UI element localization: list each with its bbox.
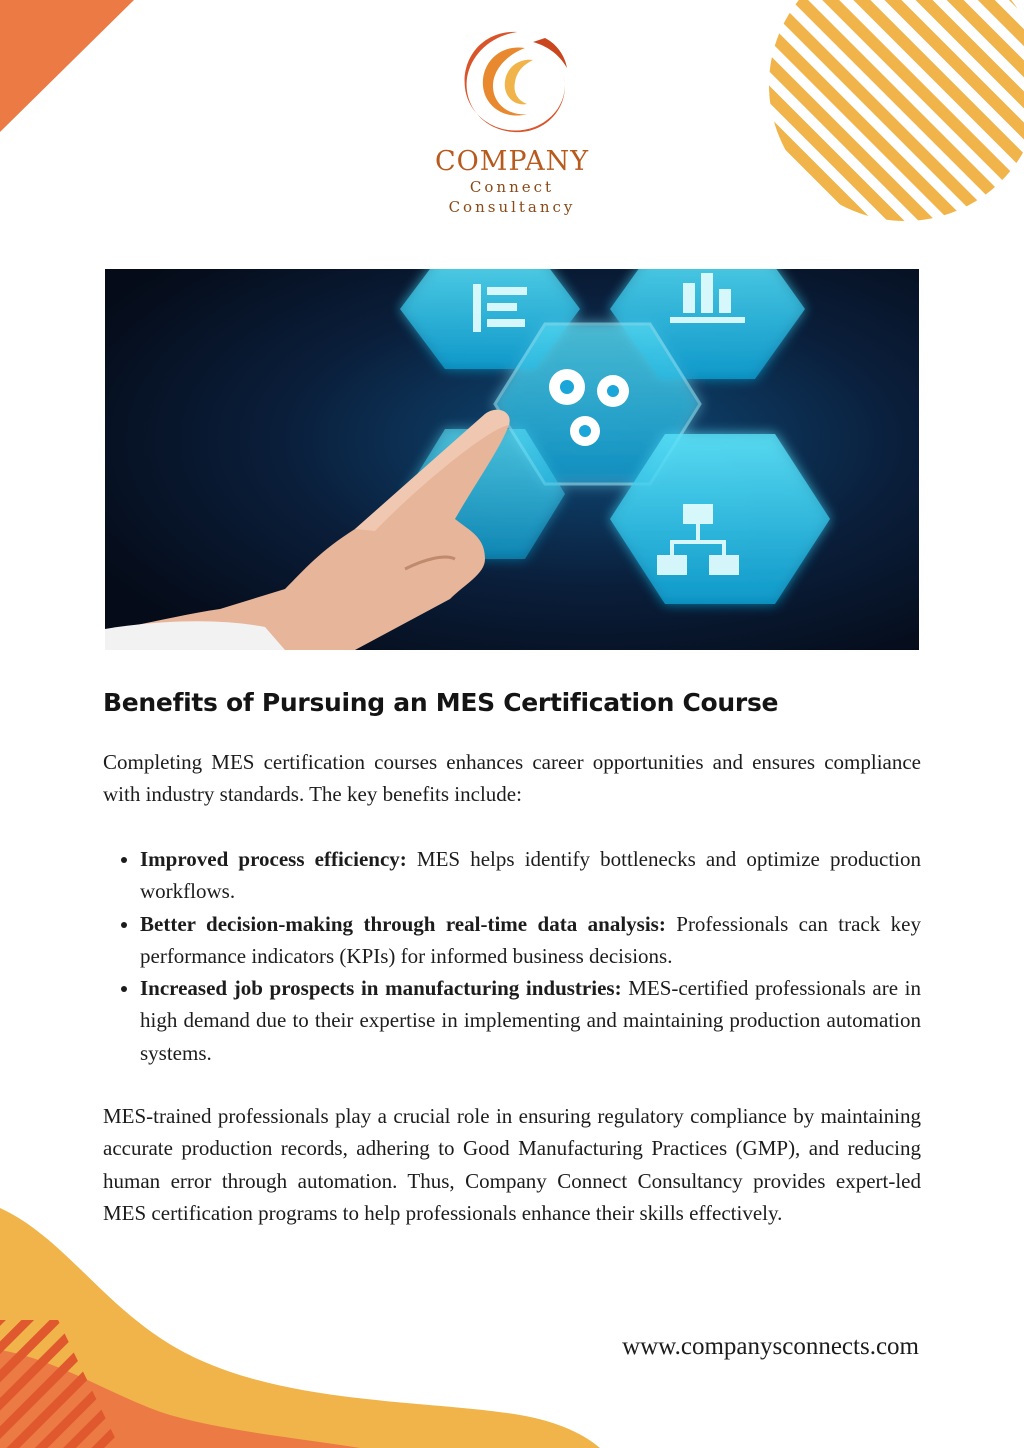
company-logo <box>0 20 1024 217</box>
list-item <box>140 972 921 1069</box>
page-title: Benefits of Pursuing an MES Certification Course <box>103 688 779 717</box>
benefit-text: MES helps identify bottlenecks and optimize production workflows. <box>140 847 921 904</box>
bottom-wave-decoration <box>0 1200 600 1448</box>
hero-image <box>105 269 919 650</box>
benefits-list <box>103 843 921 1069</box>
list-item <box>140 843 921 908</box>
benefit-text: Professionals can track key performance indicators (KPIs) for informed business decisions. <box>140 911 921 968</box>
list-item <box>140 908 921 973</box>
benefit-term: Better decision-making through real-time data analysis: <box>140 911 666 936</box>
brand-line-3: Consultancy <box>448 198 576 216</box>
swirl-logo-icon <box>447 20 577 145</box>
benefit-term: Improved process efficiency: <box>140 847 407 871</box>
benefit-term: Increased job prospects in manufacturing industries: <box>140 976 622 1001</box>
benefit-text: MES-certified professionals are in high demand due to their expertise in implementing and maintaining production automation systems. <box>140 976 921 1065</box>
brand-line-1: COMPANY <box>434 146 590 177</box>
brand-line-2: Connect <box>469 178 555 196</box>
intro-paragraph: Completing MES certification courses enhances career opportunities and ensures compliance with industry standards. The key benefits include: <box>103 750 921 807</box>
closing-paragraph: MES-trained professionals play a crucial role in ensuring regulatory compliance by maintaining accurate production records, adhering to Good Manufacturing Practices (GMP), and reducing human error through automation. Thus, Company Connect Consultancy provides expert-led MES certification programs to help professionals enhance their skills effectively. <box>103 1104 921 1225</box>
website-link[interactable]: www.companysconnects.com <box>622 1333 919 1360</box>
